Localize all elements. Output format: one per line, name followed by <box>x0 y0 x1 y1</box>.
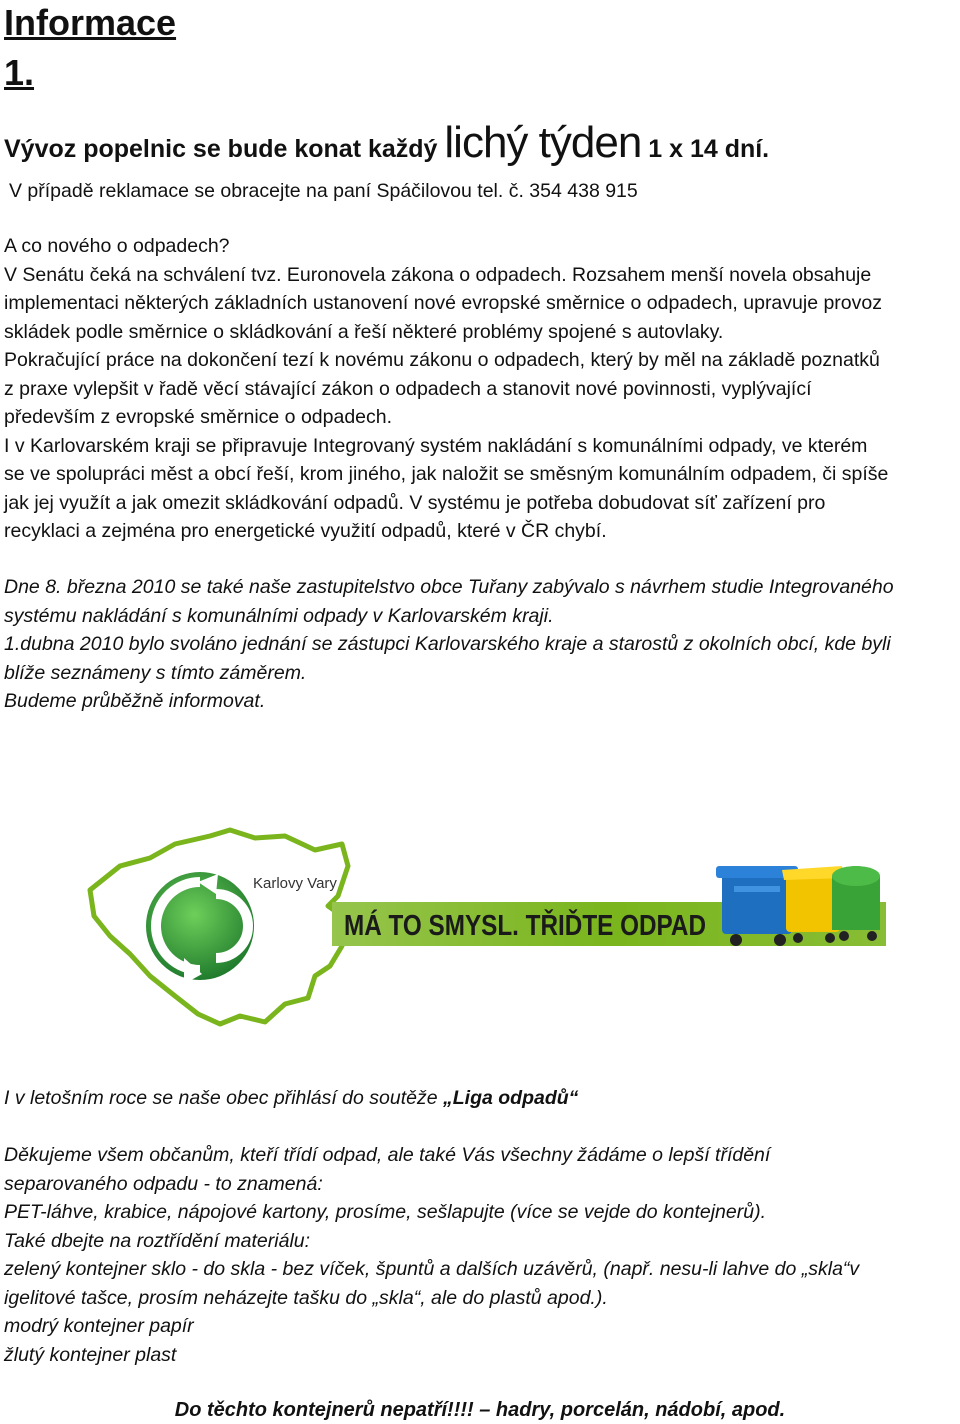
league-name: „Liga odpadů“ <box>443 1087 579 1109</box>
news-line: Pokračující práce na dokončení tezí k novému zákonu o odpadech, který by měl na základě poznatků <box>4 349 880 371</box>
headline-part2: 1 x 14 dní. <box>641 135 770 163</box>
news-line: A co nového o odpadech? <box>4 235 230 257</box>
banner-graphic <box>80 826 886 1028</box>
recycling-banner <box>80 826 886 1028</box>
thanks-line: Také dbejte na roztřídění materiálu: <box>4 1229 311 1252</box>
news-line: skládek podle směrnice o skládkování a řeší některé problémy spojené s autovlaky. <box>4 320 724 343</box>
green-bin-icon <box>832 866 880 941</box>
council-section <box>4 573 960 716</box>
thanks-section <box>4 1141 960 1369</box>
news-line: I v Karlovarském kraji se připravuje Integrovaný systém nakládání s komunálními odpady, ve kterém <box>4 434 868 457</box>
league-text: I v letošním roce se naše obec přihlásí do soutěže <box>4 1087 443 1109</box>
region-label: Karlovy Vary <box>253 875 337 892</box>
slogan-text: MÁ TO SMYSL. TŘIĎTE ODPAD <box>344 910 777 942</box>
thanks-line: žlutý kontejner plast <box>4 1343 177 1366</box>
page-title: Informace <box>4 2 177 43</box>
council-line: blíže seznámeny s tímto záměrem. <box>4 661 307 684</box>
headline-emphasis: lichý týden <box>444 118 642 167</box>
news-line: se ve spolupráci měst a obcí řeší, krom jiného, jak naložit se směsným komunálním odpadem, či spíše <box>4 463 889 485</box>
thanks-line: igelitové tašce, prosím neházejte tašku do „skla“, ale do plastů apod.). <box>4 1286 608 1309</box>
thanks-line: zelený kontejner sklo - do skla - bez víček, špuntů a dalších uzávěrů, (např. nesu-li lahve do „skla“v <box>4 1258 860 1280</box>
news-line: z praxe vylepšit v řadě věcí stávající zákon o odpadech a stanovit nové povinnosti, vyplývající <box>4 377 812 400</box>
council-line: systému nakládání s komunálními odpady v Karlovarském kraji. <box>4 604 554 627</box>
thanks-line: modrý kontejner papír <box>4 1315 194 1337</box>
council-line: 1.dubna 2010 bylo svoláno jednání se zástupci Karlovarského kraje a starostů z okolních obcí, kde byli <box>4 633 891 655</box>
complaint-contact: V případě reklamace se obracejte na paní Spáčilovou tel. č. 354 438 915 <box>9 180 638 202</box>
thanks-line: PET-láhve, krabice, nápojové kartony, prosíme, sešlapujte (více se vejde do kontejnerů). <box>4 1201 766 1223</box>
news-line: V Senátu čeká na schválení tvz. Euronovela zákona o odpadech. Rozsahem menší novela obsahuje <box>4 263 872 286</box>
headline <box>4 118 769 174</box>
news-line: recyklaci a zejména pro energetické využití odpadů, které v ČR chybí. <box>4 520 607 542</box>
news-section <box>4 232 960 546</box>
league-line <box>4 1084 578 1113</box>
green-dot-icon <box>144 870 256 984</box>
footer-warning: Do těchto kontejnerů nepatří!!!! – hadry, porcelán, nádobí, apod. <box>174 1399 786 1421</box>
council-line: Dne 8. března 2010 se také naše zastupitelstvo obce Tuřany zabývalo s návrhem studie Integrovaného <box>4 576 894 598</box>
news-line: implementaci některých základních ustanovení nové evropské směrnice o odpadech, upravuje provoz <box>4 292 882 314</box>
news-line: jak jej využít a jak omezit skládkování odpadů. V systému je potřeba dobudovat síť zařízení pro <box>4 491 826 514</box>
council-line: Budeme průběžně informovat. <box>4 690 266 712</box>
thanks-line: Děkujeme všem občanům, kteří třídí odpad, ale také Vás všechny žádáme o lepší třídění <box>4 1144 771 1166</box>
thanks-line: separovaného odpadu - to znamená: <box>4 1172 323 1195</box>
page-number: 1. <box>4 52 35 93</box>
headline-part1: Vývoz popelnic se bude konat každý <box>4 135 445 163</box>
news-line: především z evropské směrnice o odpadech. <box>4 406 393 428</box>
